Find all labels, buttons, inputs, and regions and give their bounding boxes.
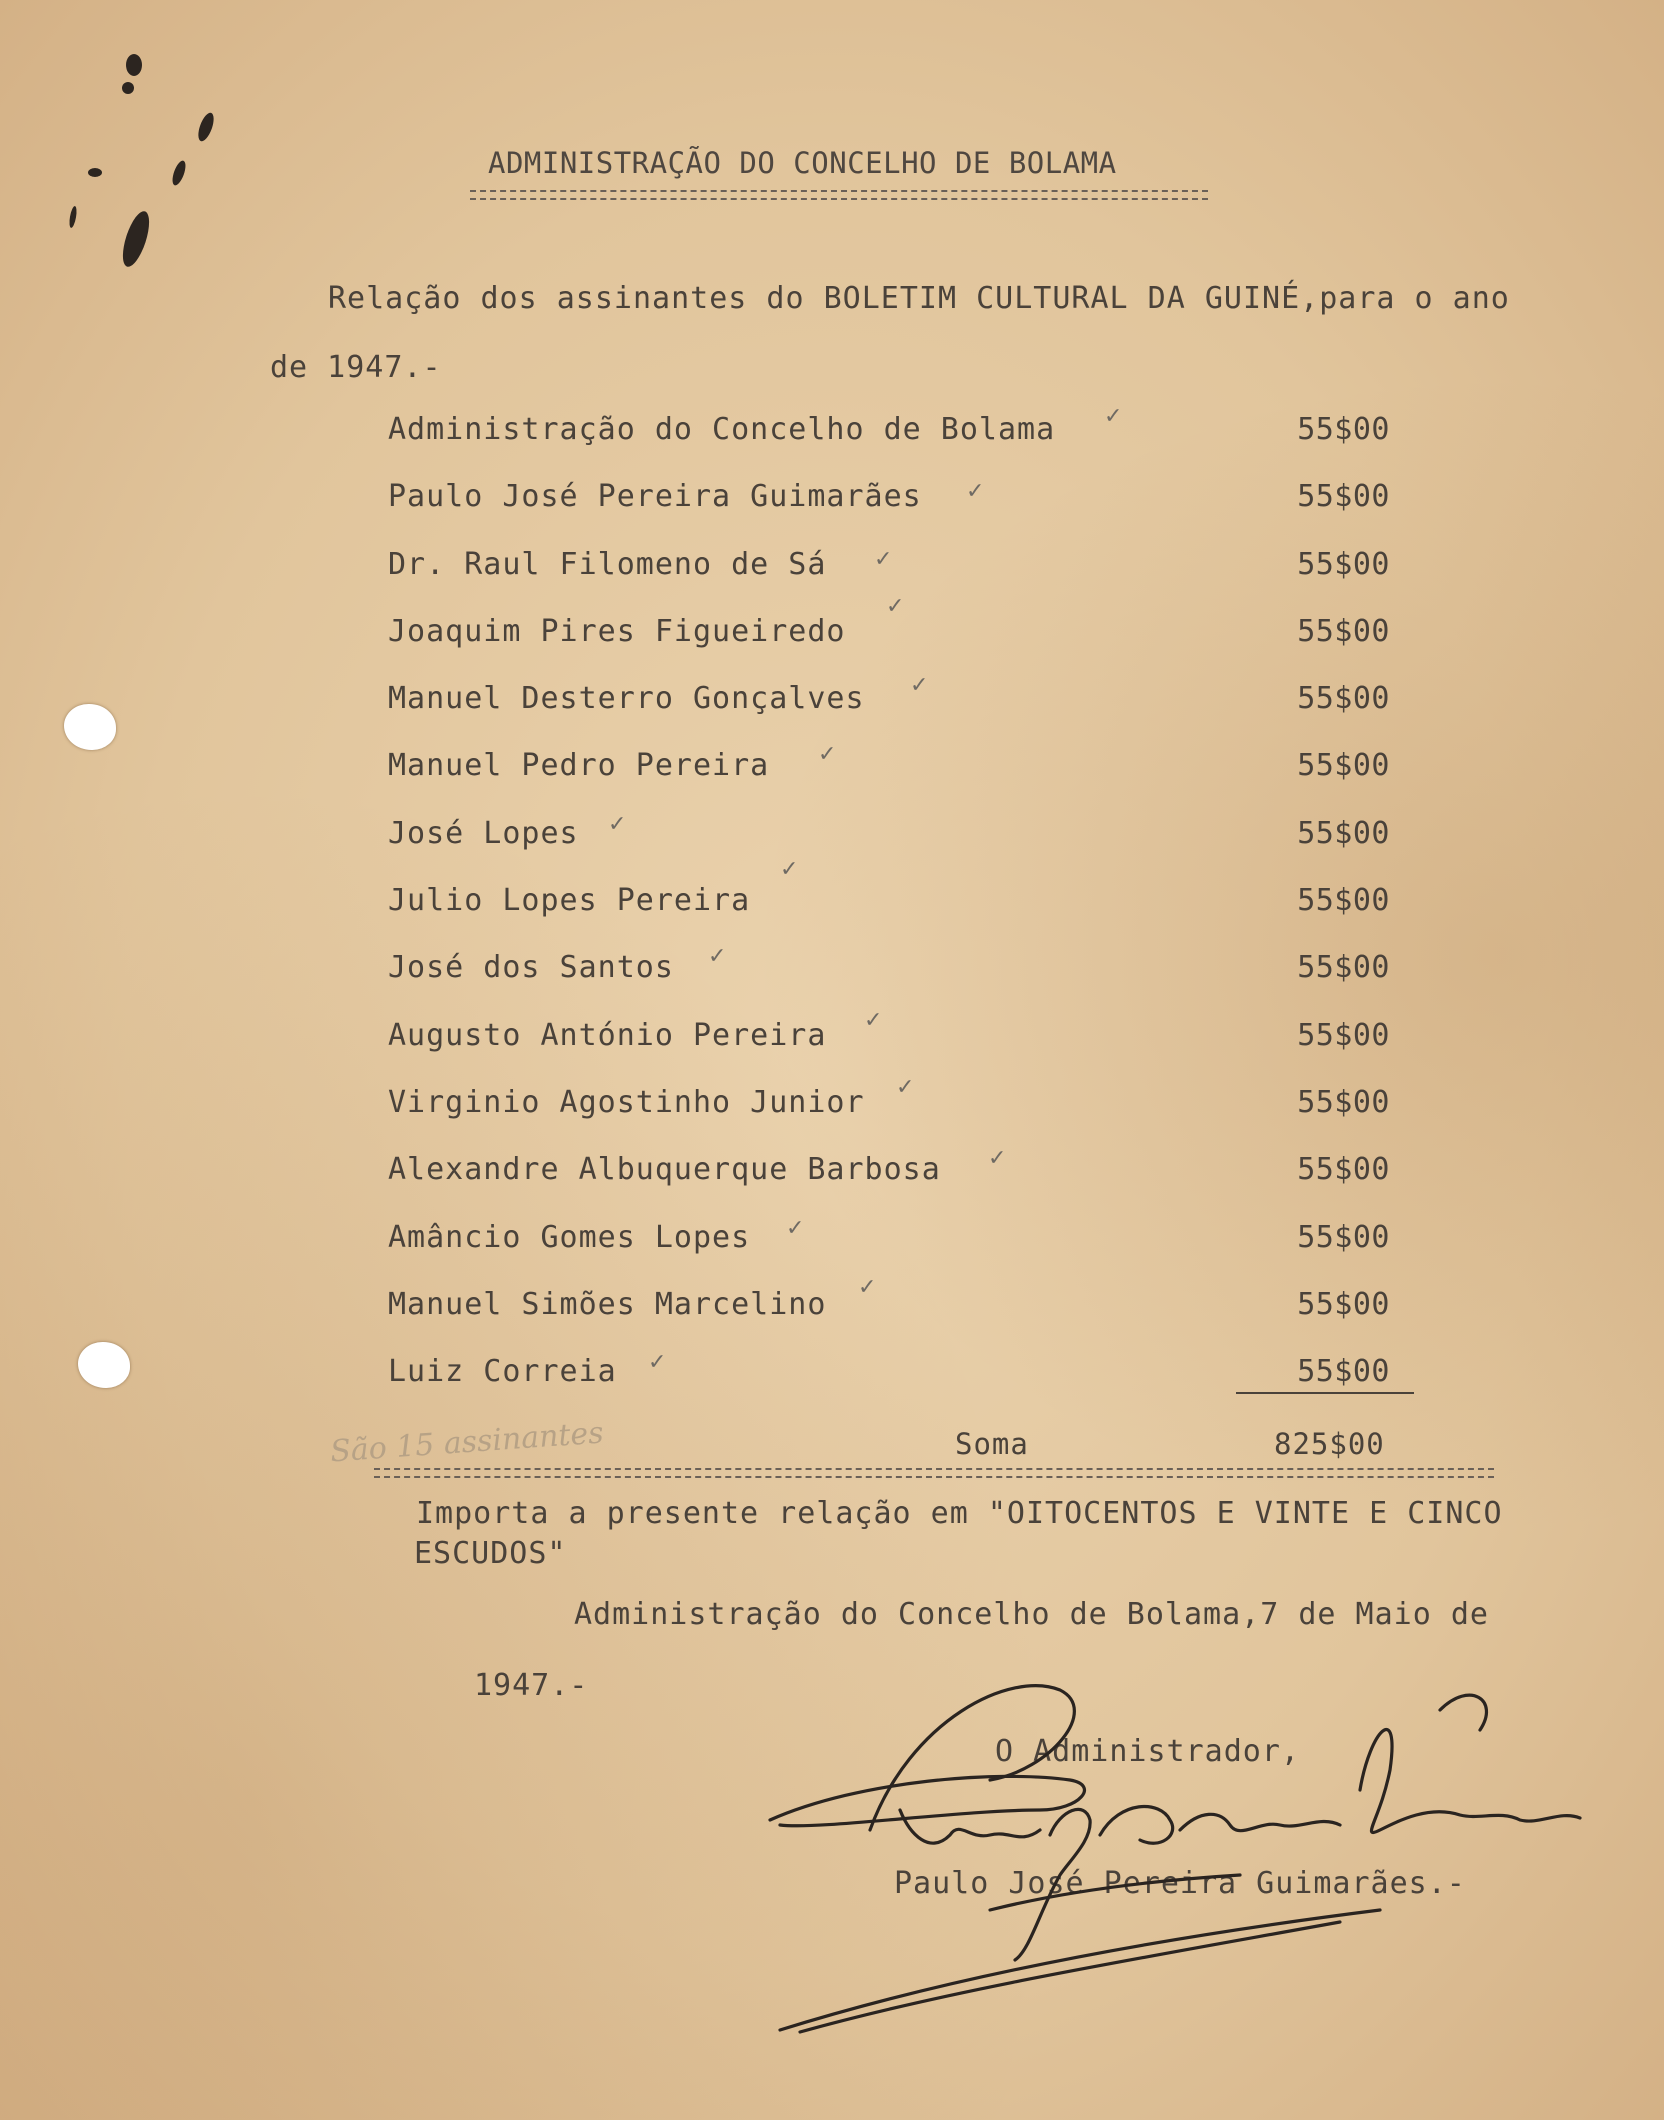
document-title: ADMINISTRAÇÃO DO CONCELHO DE BOLAMA [488, 146, 1117, 180]
subscriber-name: Dr. Raul Filomeno de Sá [388, 546, 827, 582]
intro-line-1: Relação dos assinantes do BOLETIM CULTURAL DA GUINÉ,para o ano [328, 281, 1510, 316]
subscriber-name: Augusto António Pereira [388, 1017, 827, 1053]
list-item [388, 1074, 1408, 1152]
check-mark: ✓ [786, 1215, 805, 1241]
check-mark: ✓ [966, 479, 985, 505]
subscriber-name: Paulo José Pereira Guimarães [388, 479, 922, 515]
subscriber-name: Manuel Desterro Gonçalves [388, 681, 865, 717]
subscriber-name: Administração do Concelho de Bolama [388, 412, 1056, 447]
amount-words-line-2: ESCUDOS" [414, 1536, 567, 1571]
list-item [388, 1215, 1408, 1287]
check-mark: ✓ [858, 1274, 877, 1300]
list-item [388, 404, 1408, 479]
subscriber-name: Julio Lopes Pereira [388, 883, 751, 919]
check-mark: ✓ [818, 742, 837, 768]
subscriber-amount: 55$00 [1297, 681, 1390, 717]
ink-blot [195, 111, 217, 143]
place-date-line-2: 1947.- [474, 1668, 589, 1703]
signatory-name: Paulo José Pereira Guimarães.- [894, 1866, 1466, 1901]
subscriber-amount: 55$00 [1297, 613, 1390, 649]
list-item [388, 857, 1408, 950]
check-mark: ✓ [886, 593, 905, 619]
handwritten-signature [740, 1660, 1640, 2040]
subscriber-name: Manuel Simões Marcelino [388, 1286, 827, 1322]
subscriber-amount: 55$00 [1297, 1354, 1390, 1390]
handwritten-note: São 15 assinantes [329, 1415, 605, 1470]
subscriber-name: Virginio Agostinho Junior [388, 1084, 865, 1120]
check-mark: ✓ [896, 1074, 915, 1100]
subscriber-name: Alexandre Albuquerque Barbosa [388, 1152, 941, 1188]
intro-line-2: de 1947.- [270, 350, 442, 385]
check-mark: ✓ [708, 944, 727, 970]
check-mark: ✓ [608, 811, 627, 837]
check-mark: ✓ [1104, 404, 1123, 429]
subscriber-amount: 55$00 [1297, 815, 1390, 851]
subscriber-name: Amâncio Gomes Lopes [388, 1219, 751, 1255]
check-mark: ✓ [910, 673, 929, 699]
subscriber-amount: 55$00 [1297, 479, 1390, 515]
subscriber-amount: 55$00 [1297, 1084, 1390, 1120]
list-item [388, 673, 1408, 748]
amount-words-line-1: Importa a presente relação em "OITOCENTOS E VINTE E CINCO [416, 1496, 1503, 1531]
list-item [388, 1274, 1408, 1354]
list-item [388, 811, 1408, 883]
subscriber-amount: 55$00 [1297, 546, 1390, 582]
ink-blot [68, 206, 78, 229]
subscriber-amount: 55$00 [1297, 1286, 1390, 1322]
subscriber-amount: 55$00 [1297, 950, 1390, 986]
subscriber-name: Manuel Pedro Pereira [388, 748, 770, 784]
check-mark: ✓ [648, 1350, 667, 1376]
total-double-rule [374, 1468, 1494, 1478]
total-value: 825$00 [1274, 1427, 1385, 1461]
subscriber-list [388, 404, 1408, 1421]
subscriber-amount: 55$00 [1297, 1219, 1390, 1255]
check-mark: ✓ [864, 1007, 883, 1033]
ink-blot [170, 159, 188, 187]
list-item [388, 593, 1408, 681]
ink-blot [126, 54, 142, 76]
list-item [388, 742, 1408, 815]
ink-blot [122, 82, 134, 94]
subscriber-name: Luiz Correia [388, 1354, 617, 1390]
punch-hole-upper [64, 704, 116, 750]
list-item [388, 1146, 1408, 1219]
subscriber-amount: 55$00 [1297, 883, 1390, 919]
ink-blot [88, 168, 102, 177]
list-item [388, 479, 1408, 546]
subscriber-name: José Lopes [388, 815, 579, 851]
subscriber-amount: 55$00 [1297, 1152, 1390, 1188]
check-mark: ✓ [874, 546, 893, 572]
subscriber-name: Joaquim Pires Figueiredo [388, 613, 846, 649]
total-label: Soma [955, 1427, 1029, 1461]
subscriber-amount: 55$00 [1297, 1017, 1390, 1053]
subscriber-name: José dos Santos [388, 950, 674, 986]
list-item [388, 1350, 1408, 1421]
check-mark: ✓ [780, 857, 799, 883]
punch-hole-lower [78, 1342, 130, 1388]
list-item [388, 944, 1408, 1017]
signatory-role: O Administrador, [995, 1734, 1300, 1769]
subscriber-amount: 55$00 [1297, 748, 1390, 784]
sum-underline [1236, 1392, 1414, 1394]
subscriber-amount: 55$00 [1297, 412, 1390, 447]
title-double-rule [470, 190, 1208, 200]
check-mark: ✓ [988, 1146, 1007, 1172]
place-date-line-1: Administração do Concelho de Bolama,7 de Maio de [574, 1597, 1489, 1632]
ink-blot [118, 208, 155, 269]
